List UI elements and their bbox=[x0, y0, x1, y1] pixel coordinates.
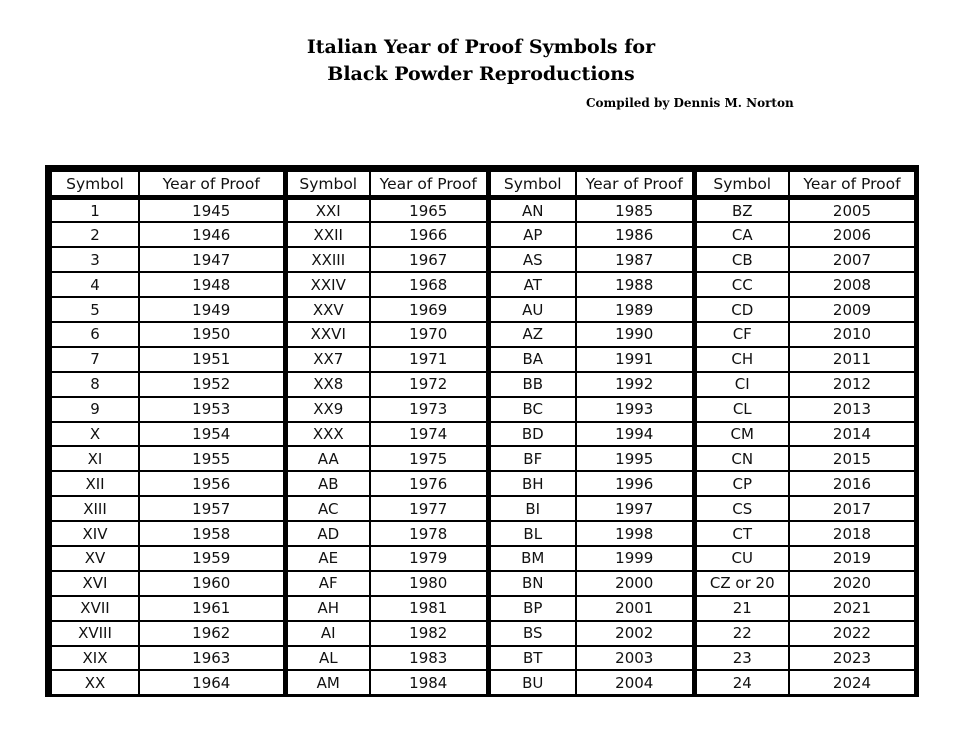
year-cell: 2011 bbox=[789, 347, 915, 372]
year-cell: 2004 bbox=[576, 670, 694, 695]
table-row bbox=[51, 471, 915, 496]
year-cell: 1964 bbox=[139, 670, 285, 695]
year-cell: 2009 bbox=[789, 297, 915, 322]
year-cell: 1999 bbox=[576, 546, 694, 571]
year-cell: 1994 bbox=[576, 422, 694, 447]
table-row bbox=[51, 397, 915, 422]
year-cell: 1947 bbox=[139, 247, 285, 272]
year-cell: 2001 bbox=[576, 596, 694, 621]
symbol-cell: AL bbox=[285, 646, 370, 671]
symbol-cell: XXV bbox=[285, 297, 370, 322]
symbol-cell: CB bbox=[694, 247, 789, 272]
year-cell: 1996 bbox=[576, 471, 694, 496]
symbol-cell: CS bbox=[694, 496, 789, 521]
year-cell: 1986 bbox=[576, 222, 694, 247]
symbol-cell: AS bbox=[488, 247, 576, 272]
year-cell: 2003 bbox=[576, 646, 694, 671]
year-cell: 1972 bbox=[370, 372, 488, 397]
symbol-cell: XIV bbox=[51, 521, 139, 546]
table-row bbox=[51, 198, 915, 223]
symbol-cell: BN bbox=[488, 571, 576, 596]
table-row bbox=[51, 222, 915, 247]
year-cell: 2014 bbox=[789, 422, 915, 447]
symbol-cell: BP bbox=[488, 596, 576, 621]
symbol-cell: X bbox=[51, 422, 139, 447]
table-row bbox=[51, 521, 915, 546]
year-cell: 1956 bbox=[139, 471, 285, 496]
year-cell: 2016 bbox=[789, 471, 915, 496]
symbol-cell: XVI bbox=[51, 571, 139, 596]
year-cell: 2022 bbox=[789, 621, 915, 646]
symbol-cell: AF bbox=[285, 571, 370, 596]
year-cell: 2007 bbox=[789, 247, 915, 272]
year-cell: 1965 bbox=[370, 198, 488, 223]
author-credit: Compiled by Dennis M. Norton bbox=[586, 96, 794, 110]
year-cell: 1978 bbox=[370, 521, 488, 546]
symbol-cell: AT bbox=[488, 272, 576, 297]
year-cell: 1961 bbox=[139, 596, 285, 621]
symbol-cell: 8 bbox=[51, 372, 139, 397]
symbol-cell: 4 bbox=[51, 272, 139, 297]
year-cell: 1993 bbox=[576, 397, 694, 422]
year-cell: 2010 bbox=[789, 322, 915, 347]
symbol-cell: AC bbox=[285, 496, 370, 521]
symbol-cell: BF bbox=[488, 446, 576, 471]
symbol-cell: AA bbox=[285, 446, 370, 471]
year-cell: 1973 bbox=[370, 397, 488, 422]
column-header-year-of-proof-4: Year of Proof bbox=[789, 171, 915, 198]
column-header-symbol-4: Symbol bbox=[694, 171, 789, 198]
symbol-cell: XXX bbox=[285, 422, 370, 447]
column-header-symbol-1: Symbol bbox=[51, 171, 139, 198]
symbol-cell: CN bbox=[694, 446, 789, 471]
symbol-cell: XX7 bbox=[285, 347, 370, 372]
proof-symbols-table-frame bbox=[45, 165, 919, 697]
year-cell: 1960 bbox=[139, 571, 285, 596]
symbol-cell: XVIII bbox=[51, 621, 139, 646]
symbol-cell: XV bbox=[51, 546, 139, 571]
symbol-cell: CU bbox=[694, 546, 789, 571]
table-row bbox=[51, 422, 915, 447]
year-cell: 1966 bbox=[370, 222, 488, 247]
symbol-cell: AZ bbox=[488, 322, 576, 347]
year-cell: 1968 bbox=[370, 272, 488, 297]
year-cell: 1977 bbox=[370, 496, 488, 521]
symbol-cell: 22 bbox=[694, 621, 789, 646]
table-row bbox=[51, 322, 915, 347]
symbol-cell: XXIII bbox=[285, 247, 370, 272]
year-cell: 1946 bbox=[139, 222, 285, 247]
table-body bbox=[51, 198, 915, 696]
year-cell: 2018 bbox=[789, 521, 915, 546]
year-cell: 2020 bbox=[789, 571, 915, 596]
year-cell: 1951 bbox=[139, 347, 285, 372]
year-cell: 1989 bbox=[576, 297, 694, 322]
year-cell: 1958 bbox=[139, 521, 285, 546]
table-row bbox=[51, 496, 915, 521]
table-row bbox=[51, 446, 915, 471]
year-cell: 2015 bbox=[789, 446, 915, 471]
column-header-symbol-2: Symbol bbox=[285, 171, 370, 198]
year-cell: 1963 bbox=[139, 646, 285, 671]
year-cell: 1995 bbox=[576, 446, 694, 471]
year-cell: 2000 bbox=[576, 571, 694, 596]
year-cell: 1970 bbox=[370, 322, 488, 347]
year-cell: 1969 bbox=[370, 297, 488, 322]
symbol-cell: AE bbox=[285, 546, 370, 571]
symbol-cell: CP bbox=[694, 471, 789, 496]
symbol-cell: BZ bbox=[694, 198, 789, 223]
table-row bbox=[51, 372, 915, 397]
table-row bbox=[51, 546, 915, 571]
symbol-cell: 9 bbox=[51, 397, 139, 422]
symbol-cell: XXII bbox=[285, 222, 370, 247]
table-row bbox=[51, 646, 915, 671]
year-cell: 1992 bbox=[576, 372, 694, 397]
symbol-cell: 6 bbox=[51, 322, 139, 347]
symbol-cell: XVII bbox=[51, 596, 139, 621]
symbol-cell: BS bbox=[488, 621, 576, 646]
symbol-cell: XIII bbox=[51, 496, 139, 521]
column-header-year-of-proof-3: Year of Proof bbox=[576, 171, 694, 198]
year-cell: 2024 bbox=[789, 670, 915, 695]
symbol-cell: 3 bbox=[51, 247, 139, 272]
symbol-cell: 21 bbox=[694, 596, 789, 621]
year-cell: 2013 bbox=[789, 397, 915, 422]
symbol-cell: AM bbox=[285, 670, 370, 695]
year-cell: 1988 bbox=[576, 272, 694, 297]
table-row bbox=[51, 670, 915, 695]
symbol-cell: 2 bbox=[51, 222, 139, 247]
symbol-cell: AD bbox=[285, 521, 370, 546]
document-title-line-2: Black Powder Reproductions bbox=[327, 63, 635, 85]
symbol-cell: 5 bbox=[51, 297, 139, 322]
table-row bbox=[51, 247, 915, 272]
year-cell: 1979 bbox=[370, 546, 488, 571]
symbol-cell: CF bbox=[694, 322, 789, 347]
symbol-cell: BI bbox=[488, 496, 576, 521]
symbol-cell: 1 bbox=[51, 198, 139, 223]
symbol-cell: XXIV bbox=[285, 272, 370, 297]
symbol-cell: BT bbox=[488, 646, 576, 671]
symbol-cell: 7 bbox=[51, 347, 139, 372]
year-cell: 2008 bbox=[789, 272, 915, 297]
year-cell: 1981 bbox=[370, 596, 488, 621]
year-cell: 1948 bbox=[139, 272, 285, 297]
year-cell: 1985 bbox=[576, 198, 694, 223]
symbol-cell: XXVI bbox=[285, 322, 370, 347]
symbol-cell: CD bbox=[694, 297, 789, 322]
column-header-year-of-proof-1: Year of Proof bbox=[139, 171, 285, 198]
symbol-cell: XII bbox=[51, 471, 139, 496]
symbol-cell: AP bbox=[488, 222, 576, 247]
symbol-cell: BA bbox=[488, 347, 576, 372]
year-cell: 1983 bbox=[370, 646, 488, 671]
table-row bbox=[51, 571, 915, 596]
year-cell: 2021 bbox=[789, 596, 915, 621]
symbol-cell: AU bbox=[488, 297, 576, 322]
symbol-cell: BH bbox=[488, 471, 576, 496]
symbol-cell: BD bbox=[488, 422, 576, 447]
column-header-year-of-proof-2: Year of Proof bbox=[370, 171, 488, 198]
symbol-cell: XI bbox=[51, 446, 139, 471]
year-cell: 1954 bbox=[139, 422, 285, 447]
table-row bbox=[51, 272, 915, 297]
year-cell: 1982 bbox=[370, 621, 488, 646]
table-row bbox=[51, 347, 915, 372]
year-cell: 1980 bbox=[370, 571, 488, 596]
symbol-cell: CZ or 20 bbox=[694, 571, 789, 596]
year-cell: 1957 bbox=[139, 496, 285, 521]
symbol-cell: AH bbox=[285, 596, 370, 621]
symbol-cell: AB bbox=[285, 471, 370, 496]
year-cell: 1991 bbox=[576, 347, 694, 372]
column-header-symbol-3: Symbol bbox=[488, 171, 576, 198]
symbol-cell: AN bbox=[488, 198, 576, 223]
symbol-cell: CI bbox=[694, 372, 789, 397]
table-row bbox=[51, 297, 915, 322]
symbol-cell: CC bbox=[694, 272, 789, 297]
year-cell: 1949 bbox=[139, 297, 285, 322]
symbol-cell: CL bbox=[694, 397, 789, 422]
year-cell: 1945 bbox=[139, 198, 285, 223]
year-cell: 1974 bbox=[370, 422, 488, 447]
symbol-cell: BL bbox=[488, 521, 576, 546]
symbol-cell: XX bbox=[51, 670, 139, 695]
year-cell: 2023 bbox=[789, 646, 915, 671]
year-cell: 1976 bbox=[370, 471, 488, 496]
symbol-cell: CH bbox=[694, 347, 789, 372]
symbol-cell: BU bbox=[488, 670, 576, 695]
symbol-cell: CA bbox=[694, 222, 789, 247]
document-title-line-1: Italian Year of Proof Symbols for bbox=[306, 36, 656, 58]
year-cell: 1971 bbox=[370, 347, 488, 372]
table-header-row bbox=[51, 171, 915, 198]
symbol-cell: XIX bbox=[51, 646, 139, 671]
year-cell: 1953 bbox=[139, 397, 285, 422]
symbol-cell: 23 bbox=[694, 646, 789, 671]
symbol-cell: BB bbox=[488, 372, 576, 397]
symbol-cell: XXI bbox=[285, 198, 370, 223]
year-cell: 1952 bbox=[139, 372, 285, 397]
table-row bbox=[51, 596, 915, 621]
year-cell: 1984 bbox=[370, 670, 488, 695]
year-cell: 1998 bbox=[576, 521, 694, 546]
symbol-cell: AI bbox=[285, 621, 370, 646]
symbol-cell: BC bbox=[488, 397, 576, 422]
symbol-cell: 24 bbox=[694, 670, 789, 695]
year-cell: 1959 bbox=[139, 546, 285, 571]
year-cell: 1962 bbox=[139, 621, 285, 646]
year-cell: 1997 bbox=[576, 496, 694, 521]
year-cell: 2006 bbox=[789, 222, 915, 247]
year-cell: 2017 bbox=[789, 496, 915, 521]
year-cell: 1990 bbox=[576, 322, 694, 347]
year-cell: 1950 bbox=[139, 322, 285, 347]
symbol-cell: CT bbox=[694, 521, 789, 546]
year-cell: 2019 bbox=[789, 546, 915, 571]
proof-symbols-table bbox=[50, 170, 916, 696]
year-cell: 1955 bbox=[139, 446, 285, 471]
year-cell: 1975 bbox=[370, 446, 488, 471]
symbol-cell: CM bbox=[694, 422, 789, 447]
symbol-cell: XX9 bbox=[285, 397, 370, 422]
year-cell: 2005 bbox=[789, 198, 915, 223]
year-cell: 2012 bbox=[789, 372, 915, 397]
symbol-cell: XX8 bbox=[285, 372, 370, 397]
year-cell: 1987 bbox=[576, 247, 694, 272]
year-cell: 1967 bbox=[370, 247, 488, 272]
year-cell: 2002 bbox=[576, 621, 694, 646]
table-row bbox=[51, 621, 915, 646]
symbol-cell: BM bbox=[488, 546, 576, 571]
